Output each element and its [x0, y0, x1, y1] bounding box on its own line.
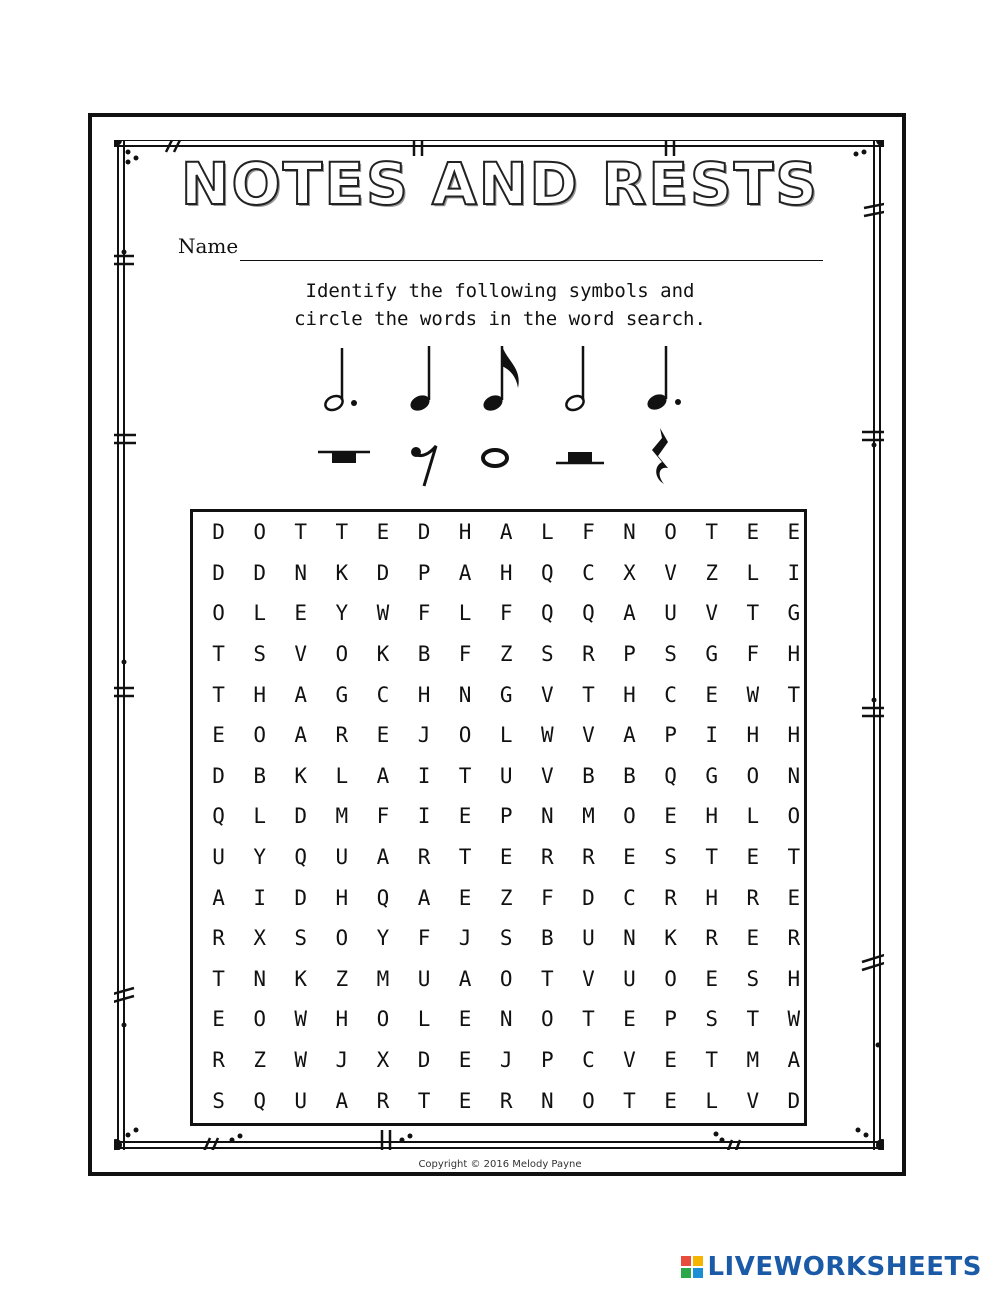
grid-letter[interactable]: F: [417, 926, 431, 951]
grid-letter[interactable]: P: [664, 1007, 677, 1032]
grid-letter[interactable]: M: [335, 804, 349, 829]
grid-letter[interactable]: H: [458, 520, 472, 545]
grid-letter[interactable]: N: [499, 1007, 513, 1032]
grid-letter[interactable]: O: [623, 804, 636, 829]
grid-letter[interactable]: E: [746, 845, 760, 870]
music-symbols: [0, 0, 1000, 500]
grid-letter[interactable]: C: [664, 682, 677, 707]
grid-letter[interactable]: H: [417, 682, 431, 707]
grid-letter[interactable]: L: [417, 1007, 431, 1032]
grid-letter[interactable]: C: [376, 682, 390, 707]
grid-letter[interactable]: O: [787, 804, 801, 829]
grid-letter[interactable]: U: [582, 926, 595, 951]
grid-letter[interactable]: D: [294, 885, 308, 910]
grid-letter[interactable]: S: [499, 926, 513, 951]
grid-letter[interactable]: Z: [705, 560, 718, 585]
grid-letter[interactable]: T: [705, 1048, 718, 1073]
grid-letter[interactable]: E: [664, 1088, 677, 1113]
grid-letter[interactable]: O: [253, 520, 266, 545]
grid-letter[interactable]: I: [417, 763, 431, 788]
grid-letter[interactable]: H: [787, 723, 801, 748]
grid-letter[interactable]: A: [499, 520, 513, 545]
grid-letter[interactable]: U: [294, 1088, 308, 1113]
grid-letter[interactable]: E: [458, 885, 472, 910]
grid-letter[interactable]: I: [253, 885, 266, 910]
grid-letter[interactable]: T: [746, 1007, 760, 1032]
grid-letter[interactable]: E: [664, 804, 677, 829]
grid-letter[interactable]: S: [705, 1007, 718, 1032]
grid-letter[interactable]: S: [212, 1088, 225, 1113]
grid-letter[interactable]: U: [212, 845, 225, 870]
grid-letter[interactable]: E: [746, 926, 760, 951]
grid-letter[interactable]: R: [746, 885, 760, 910]
grid-letter[interactable]: Z: [253, 1048, 266, 1073]
grid-letter[interactable]: E: [294, 601, 308, 626]
grid-letter[interactable]: Z: [499, 885, 513, 910]
grid-letter[interactable]: L: [335, 763, 349, 788]
grid-letter[interactable]: V: [540, 763, 554, 788]
grid-letter[interactable]: B: [417, 642, 431, 667]
grid-letter[interactable]: P: [664, 723, 677, 748]
grid-letter[interactable]: T: [540, 966, 554, 991]
grid-letter[interactable]: L: [253, 601, 266, 626]
grid-letter[interactable]: R: [376, 1088, 390, 1113]
grid-letter[interactable]: J: [499, 1048, 513, 1073]
grid-letter[interactable]: U: [499, 763, 513, 788]
grid-letter[interactable]: M: [746, 1048, 760, 1073]
grid-letter[interactable]: H: [787, 642, 801, 667]
grid-letter[interactable]: O: [253, 1007, 266, 1032]
grid-letter[interactable]: K: [335, 560, 349, 585]
grid-letter[interactable]: H: [705, 804, 718, 829]
grid-letter[interactable]: T: [582, 682, 595, 707]
grid-letter[interactable]: E: [212, 1007, 225, 1032]
grid-letter[interactable]: V: [294, 642, 308, 667]
grid-letter[interactable]: E: [787, 885, 801, 910]
grid-letter[interactable]: E: [376, 520, 390, 545]
grid-letter[interactable]: D: [212, 560, 225, 585]
grid-letter[interactable]: D: [212, 763, 225, 788]
grid-letter[interactable]: U: [664, 601, 677, 626]
grid-letter[interactable]: O: [746, 763, 760, 788]
grid-letter[interactable]: K: [294, 966, 308, 991]
grid-letter[interactable]: T: [458, 845, 472, 870]
quarter-note-icon: [408, 346, 432, 414]
grid-letter[interactable]: L: [540, 520, 554, 545]
grid-letter[interactable]: A: [787, 1048, 801, 1073]
grid-letter[interactable]: W: [294, 1007, 308, 1032]
grid-letter[interactable]: R: [499, 1088, 513, 1113]
grid-letter[interactable]: L: [746, 804, 760, 829]
grid-letter[interactable]: B: [540, 926, 554, 951]
grid-letter[interactable]: N: [623, 926, 636, 951]
grid-letter[interactable]: E: [499, 845, 513, 870]
grid-letter[interactable]: Q: [253, 1088, 266, 1113]
grid-letter[interactable]: K: [664, 926, 677, 951]
grid-letter[interactable]: S: [540, 642, 554, 667]
grid-letter[interactable]: A: [376, 845, 390, 870]
grid-letter[interactable]: A: [623, 601, 636, 626]
grid-letter[interactable]: O: [335, 642, 349, 667]
grid-letter[interactable]: R: [212, 1048, 225, 1073]
grid-letter[interactable]: M: [376, 966, 390, 991]
grid-letter[interactable]: G: [335, 682, 349, 707]
grid-letter[interactable]: T: [294, 520, 308, 545]
whole-rest-icon: [318, 452, 370, 463]
grid-letter[interactable]: A: [623, 723, 636, 748]
grid-letter[interactable]: Q: [664, 763, 677, 788]
grid-letter[interactable]: N: [540, 804, 554, 829]
grid-letter[interactable]: Q: [212, 804, 225, 829]
grid-letter[interactable]: U: [417, 966, 431, 991]
grid-letter[interactable]: F: [458, 642, 472, 667]
grid-letter[interactable]: O: [458, 723, 472, 748]
grid-letter[interactable]: G: [705, 763, 718, 788]
grid-letter[interactable]: T: [335, 520, 349, 545]
grid-letter[interactable]: V: [582, 723, 595, 748]
grid-letter[interactable]: D: [294, 804, 308, 829]
grid-letter[interactable]: Z: [499, 642, 513, 667]
grid-letter[interactable]: S: [253, 642, 266, 667]
name-label: Name: [178, 234, 239, 258]
grid-letter[interactable]: L: [253, 804, 266, 829]
grid-letter[interactable]: O: [335, 926, 349, 951]
grid-letter[interactable]: N: [294, 560, 308, 585]
grid-letter[interactable]: L: [458, 601, 472, 626]
grid-letter[interactable]: W: [540, 723, 554, 748]
grid-letter[interactable]: D: [787, 1088, 801, 1113]
grid-letter[interactable]: R: [417, 845, 431, 870]
grid-letter[interactable]: H: [335, 1007, 349, 1032]
grid-letter[interactable]: A: [335, 1088, 349, 1113]
grid-letter[interactable]: F: [499, 601, 513, 626]
grid-letter[interactable]: H: [705, 885, 718, 910]
grid-letter[interactable]: V: [582, 966, 595, 991]
grid-letter[interactable]: S: [664, 845, 677, 870]
grid-letter[interactable]: I: [705, 723, 718, 748]
grid-letter[interactable]: A: [458, 966, 472, 991]
grid-letter[interactable]: M: [582, 804, 595, 829]
instructions-line-2: circle the words in the word search.: [294, 308, 706, 330]
grid-letter[interactable]: H: [746, 723, 760, 748]
quarter-rest-icon: [652, 428, 668, 484]
grid-letter[interactable]: L: [746, 560, 760, 585]
whole-note-icon: [483, 450, 507, 466]
grid-letter[interactable]: L: [705, 1088, 718, 1113]
grid-letter[interactable]: T: [458, 763, 472, 788]
grid-letter[interactable]: A: [212, 885, 225, 910]
dotted-quarter-note-icon: [645, 346, 681, 413]
grid-letter[interactable]: Q: [582, 601, 595, 626]
grid-letter[interactable]: Q: [540, 560, 554, 585]
grid-letter[interactable]: Q: [540, 601, 554, 626]
grid-letter[interactable]: O: [540, 1007, 554, 1032]
grid-letter[interactable]: J: [458, 926, 472, 951]
grid-letter[interactable]: P: [623, 642, 636, 667]
grid-letter[interactable]: A: [417, 885, 431, 910]
grid-letter[interactable]: A: [294, 682, 308, 707]
grid-letter[interactable]: C: [582, 560, 595, 585]
grid-letter[interactable]: O: [664, 520, 677, 545]
grid-letter[interactable]: T: [212, 966, 225, 991]
copyright: Copyright © 2016 Melody Payne: [418, 1159, 582, 1170]
grid-letter[interactable]: R: [212, 926, 225, 951]
grid-letter[interactable]: H: [787, 966, 801, 991]
grid-letter[interactable]: T: [746, 601, 760, 626]
liveworksheets-logo-icon: [681, 1256, 703, 1278]
grid-letter[interactable]: A: [294, 723, 308, 748]
grid-letter[interactable]: C: [623, 885, 636, 910]
grid-letter[interactable]: E: [376, 723, 390, 748]
grid-letter[interactable]: F: [746, 642, 760, 667]
grid-letter[interactable]: N: [458, 682, 472, 707]
grid-letter[interactable]: E: [458, 1088, 472, 1113]
grid-letter[interactable]: T: [705, 520, 718, 545]
grid-letter[interactable]: O: [253, 723, 266, 748]
grid-letter[interactable]: H: [623, 682, 636, 707]
grid-letter[interactable]: O: [499, 966, 513, 991]
eighth-rest-icon: [411, 446, 436, 486]
grid-letter[interactable]: D: [376, 560, 390, 585]
grid-letter[interactable]: O: [582, 1088, 595, 1113]
grid-letter[interactable]: V: [623, 1048, 636, 1073]
grid-letter[interactable]: W: [746, 682, 760, 707]
grid-letter[interactable]: R: [540, 845, 554, 870]
grid-letter[interactable]: V: [664, 560, 677, 585]
grid-letter[interactable]: B: [253, 763, 266, 788]
brand-name: LIVEWORKSHEETS: [707, 1252, 982, 1282]
grid-letter[interactable]: S: [294, 926, 308, 951]
grid-letter[interactable]: E: [623, 845, 636, 870]
grid-letter[interactable]: O: [212, 601, 225, 626]
grid-letter[interactable]: X: [253, 926, 266, 951]
grid-letter[interactable]: R: [787, 926, 801, 951]
grid-letter[interactable]: E: [787, 520, 801, 545]
grid-letter[interactable]: E: [212, 723, 225, 748]
word-search-grid[interactable]: [198, 512, 814, 1121]
grid-letter[interactable]: E: [458, 1048, 472, 1073]
grid-letter[interactable]: F: [540, 885, 554, 910]
grid-letter[interactable]: Y: [376, 926, 390, 951]
grid-letter[interactable]: K: [294, 763, 308, 788]
grid-letter[interactable]: Y: [253, 845, 266, 870]
grid-letter[interactable]: D: [417, 1048, 431, 1073]
grid-letter[interactable]: L: [499, 723, 513, 748]
grid-letter[interactable]: T: [417, 1088, 431, 1113]
grid-letter[interactable]: I: [787, 560, 801, 585]
grid-letter[interactable]: T: [582, 1007, 595, 1032]
grid-letter[interactable]: R: [705, 926, 718, 951]
eighth-note-icon: [481, 346, 519, 414]
grid-letter[interactable]: S: [746, 966, 760, 991]
grid-letter[interactable]: F: [417, 601, 431, 626]
grid-letter[interactable]: E: [623, 1007, 636, 1032]
grid-letter[interactable]: X: [623, 560, 636, 585]
grid-letter[interactable]: F: [582, 520, 595, 545]
grid-letter[interactable]: H: [499, 560, 513, 585]
grid-letter[interactable]: V: [540, 682, 554, 707]
grid-letter[interactable]: E: [458, 804, 472, 829]
grid-letter[interactable]: T: [787, 682, 801, 707]
grid-letter[interactable]: U: [623, 966, 636, 991]
grid-letter[interactable]: X: [376, 1048, 390, 1073]
grid-letter[interactable]: W: [787, 1007, 801, 1032]
grid-letter[interactable]: N: [623, 520, 636, 545]
grid-letter[interactable]: G: [705, 642, 718, 667]
grid-letter[interactable]: T: [212, 682, 225, 707]
grid-letter[interactable]: P: [417, 560, 431, 585]
grid-letter[interactable]: J: [417, 723, 431, 748]
grid-letter[interactable]: T: [212, 642, 225, 667]
grid-letter[interactable]: A: [376, 763, 390, 788]
grid-letter[interactable]: P: [499, 804, 513, 829]
grid-letter[interactable]: P: [540, 1048, 554, 1073]
half-note-icon: [564, 346, 586, 413]
grid-letter[interactable]: E: [458, 1007, 472, 1032]
grid-letter[interactable]: D: [253, 560, 266, 585]
grid-letter[interactable]: D: [417, 520, 431, 545]
grid-letter[interactable]: G: [499, 682, 513, 707]
grid-letter[interactable]: I: [417, 804, 431, 829]
grid-letter[interactable]: C: [582, 1048, 595, 1073]
grid-letter[interactable]: B: [623, 763, 636, 788]
grid-letter[interactable]: E: [705, 966, 718, 991]
grid-letter[interactable]: S: [664, 642, 677, 667]
grid-letter[interactable]: N: [540, 1088, 554, 1113]
grid-letter[interactable]: O: [664, 966, 677, 991]
grid-letter[interactable]: J: [335, 1048, 349, 1073]
grid-letter[interactable]: N: [787, 763, 801, 788]
grid-letter[interactable]: D: [212, 520, 225, 545]
grid-letter[interactable]: T: [787, 845, 801, 870]
grid-letter[interactable]: N: [253, 966, 266, 991]
grid-letter[interactable]: H: [335, 885, 349, 910]
grid-letter[interactable]: Y: [335, 601, 349, 626]
page-title: NOTES AND RESTS: [180, 150, 820, 218]
grid-letter[interactable]: R: [335, 723, 349, 748]
grid-letter[interactable]: U: [335, 845, 349, 870]
grid-letter[interactable]: E: [746, 520, 760, 545]
instructions-line-1: Identify the following symbols and: [305, 280, 695, 302]
grid-letter[interactable]: E: [664, 1048, 677, 1073]
grid-letter[interactable]: K: [376, 642, 390, 667]
grid-letter[interactable]: B: [582, 763, 595, 788]
grid-letter[interactable]: R: [664, 885, 677, 910]
liveworksheets-brand[interactable]: [681, 1252, 982, 1282]
grid-letter[interactable]: T: [705, 845, 718, 870]
grid-letter[interactable]: O: [376, 1007, 390, 1032]
grid-letter[interactable]: V: [746, 1088, 760, 1113]
grid-letter[interactable]: W: [376, 601, 390, 626]
grid-letter[interactable]: D: [582, 885, 595, 910]
grid-letter[interactable]: Q: [294, 845, 308, 870]
grid-letter[interactable]: A: [458, 560, 472, 585]
half-rest-icon: [556, 452, 604, 463]
grid-letter[interactable]: R: [582, 845, 595, 870]
grid-letter[interactable]: H: [253, 682, 266, 707]
grid-letter[interactable]: R: [582, 642, 595, 667]
grid-letter[interactable]: F: [376, 804, 390, 829]
grid-letter[interactable]: E: [705, 682, 718, 707]
grid-letter[interactable]: Q: [376, 885, 390, 910]
grid-letter[interactable]: W: [294, 1048, 308, 1073]
grid-letter[interactable]: V: [705, 601, 718, 626]
grid-letter[interactable]: T: [623, 1088, 636, 1113]
grid-letter[interactable]: Z: [335, 966, 349, 991]
grid-letter[interactable]: G: [787, 601, 801, 626]
dotted-half-note-icon: [323, 348, 357, 413]
